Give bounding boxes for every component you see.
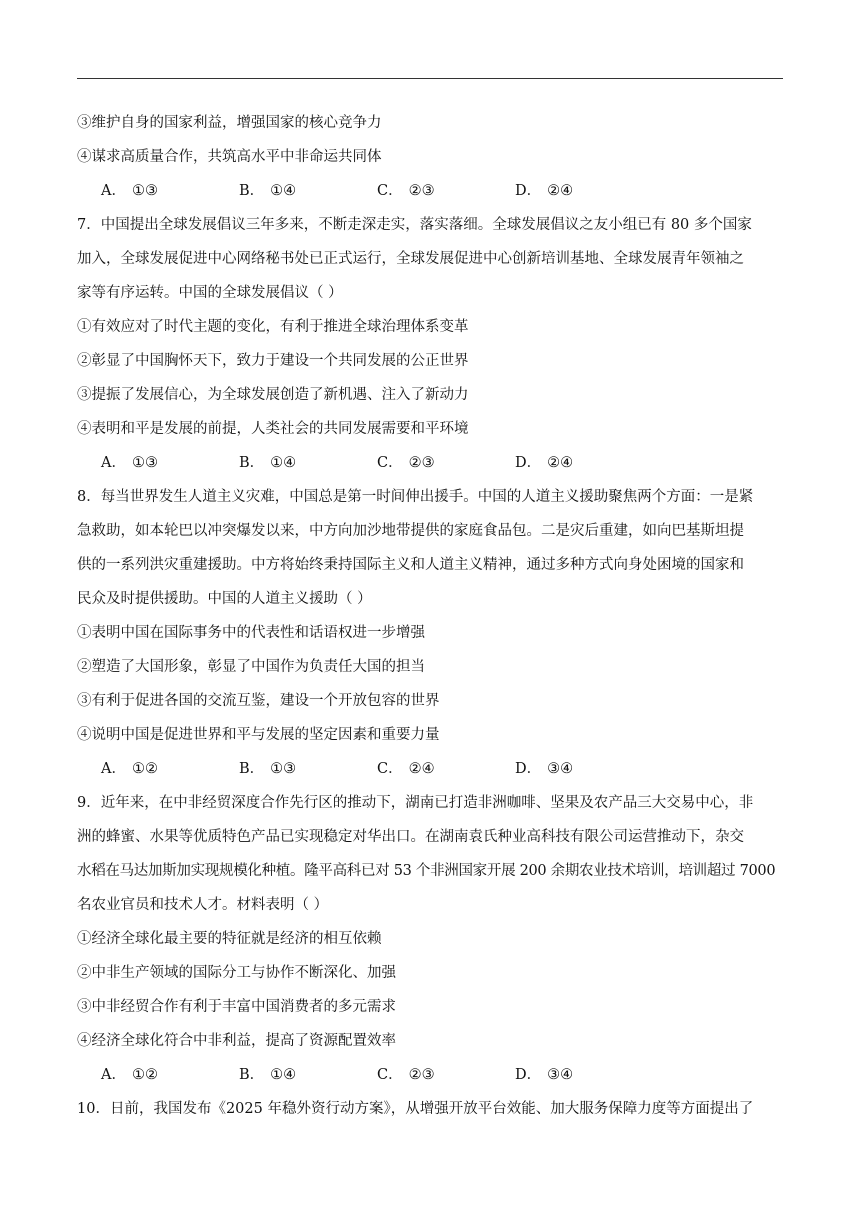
question-7	[77, 208, 783, 480]
answer-choices	[77, 174, 783, 208]
question-9	[77, 786, 783, 1092]
choice-a: A． ①③	[101, 455, 158, 471]
question-stem-line: 7．中国提出全球发展倡议三年多来，不断走深走实，落实落细。全球发展倡议之友小组已有 80 多个国家	[77, 217, 752, 233]
choice-b: B． ①④	[239, 183, 297, 199]
question-stem-line: 9．近年来，在中非经贸深度合作先行区的推动下，湖南已打造非洲咖啡、坚果及农产品三大交易中心，非	[77, 795, 754, 811]
option-3: ③有利于促进各国的交流互鉴，建设一个开放包容的世界	[77, 693, 440, 709]
choice-c: C． ②③	[377, 1067, 435, 1083]
option-3: ③中非经贸合作有利于丰富中国消费者的多元需求	[77, 999, 396, 1015]
option-3: ③维护自身的国家利益，增强国家的核心竞争力	[77, 115, 382, 131]
question-stem-line: 家等有序运转。中国的全球发展倡议（ ）	[77, 285, 343, 301]
option-4: ④说明中国是促进世界和平与发展的坚定因素和重要力量	[77, 727, 440, 743]
option-1: ①有效应对了时代主题的变化，有利于推进全球治理体系变革	[77, 319, 469, 335]
exam-content	[77, 106, 783, 1126]
option-4: ④谋求高质量合作，共筑高水平中非命运共同体	[77, 149, 382, 165]
choice-a: A． ①③	[101, 183, 158, 199]
choice-c: C． ②③	[377, 183, 435, 199]
option-2: ②彰显了中国胸怀天下，致力于建设一个共同发展的公正世界	[77, 353, 469, 369]
question-stem-line: 急救助，如本轮巴以冲突爆发以来，中方向加沙地带提供的家庭食品包。二是灾后重建，如向巴基斯坦提	[77, 523, 744, 539]
choice-b: B． ①③	[239, 761, 297, 777]
choice-c: C． ②④	[377, 761, 435, 777]
choice-b: B． ①④	[239, 455, 297, 471]
choice-d: D． ③④	[515, 761, 574, 777]
option-2: ②塑造了大国形象，彰显了中国作为负责任大国的担当	[77, 659, 425, 675]
question-6	[77, 106, 783, 208]
header-rule	[77, 78, 783, 79]
choice-a: A． ①②	[101, 1067, 158, 1083]
choice-b: B． ①④	[239, 1067, 297, 1083]
choice-c: C． ②③	[377, 455, 435, 471]
option-3: ③提振了发展信心，为全球发展创造了新机遇、注入了新动力	[77, 387, 469, 403]
option-4: ④表明和平是发展的前提，人类社会的共同发展需要和平环境	[77, 421, 469, 437]
question-stem-line: 8．每当世界发生人道主义灾难，中国总是第一时间伸出援手。中国的人道主义援助聚焦两个方面：一是紧	[77, 489, 754, 505]
question-stem-line: 供的一系列洪灾重建援助。中方将始终秉持国际主义和人道主义精神，通过多种方式向身处困境的国家和	[77, 557, 744, 573]
option-1: ①经济全球化最主要的特征就是经济的相互依赖	[77, 931, 382, 947]
question-stem-line: 洲的蜂蜜、水果等优质特色产品已实现稳定对华出口。在湖南袁氏种业高科技有限公司运营推动下，杂交	[77, 829, 744, 845]
answer-choices	[77, 446, 783, 480]
choice-d: D． ③④	[515, 1067, 574, 1083]
choice-d: D． ②④	[515, 183, 574, 199]
answer-choices	[77, 1058, 783, 1092]
question-10	[77, 1092, 783, 1126]
answer-choices	[77, 752, 783, 786]
question-stem-line: 水稻在马达加斯加实现规模化种植。隆平高科已对 53 个非洲国家开展 200 余期农业技术培训，培训超过 7000	[77, 863, 776, 879]
question-stem-line: 加入，全球发展促进中心网络秘书处已正式运行，全球发展促进中心创新培训基地、全球发展青年领袖之	[77, 251, 744, 267]
question-stem-line: 10．日前，我国发布《2025 年稳外资行动方案》，从增强开放平台效能、加大服务保障力度等方面提出了	[77, 1101, 754, 1117]
option-2: ②中非生产领域的国际分工与协作不断深化、加强	[77, 965, 396, 981]
question-stem-line: 名农业官员和技术人才。材料表明（ ）	[77, 897, 329, 913]
question-stem-line: 民众及时提供援助。中国的人道主义援助（ ）	[77, 591, 372, 607]
option-1: ①表明中国在国际事务中的代表性和话语权进一步增强	[77, 625, 425, 641]
choice-d: D． ②④	[515, 455, 574, 471]
question-8	[77, 480, 783, 786]
choice-a: A． ①②	[101, 761, 158, 777]
option-4: ④经济全球化符合中非利益，提高了资源配置效率	[77, 1033, 396, 1049]
